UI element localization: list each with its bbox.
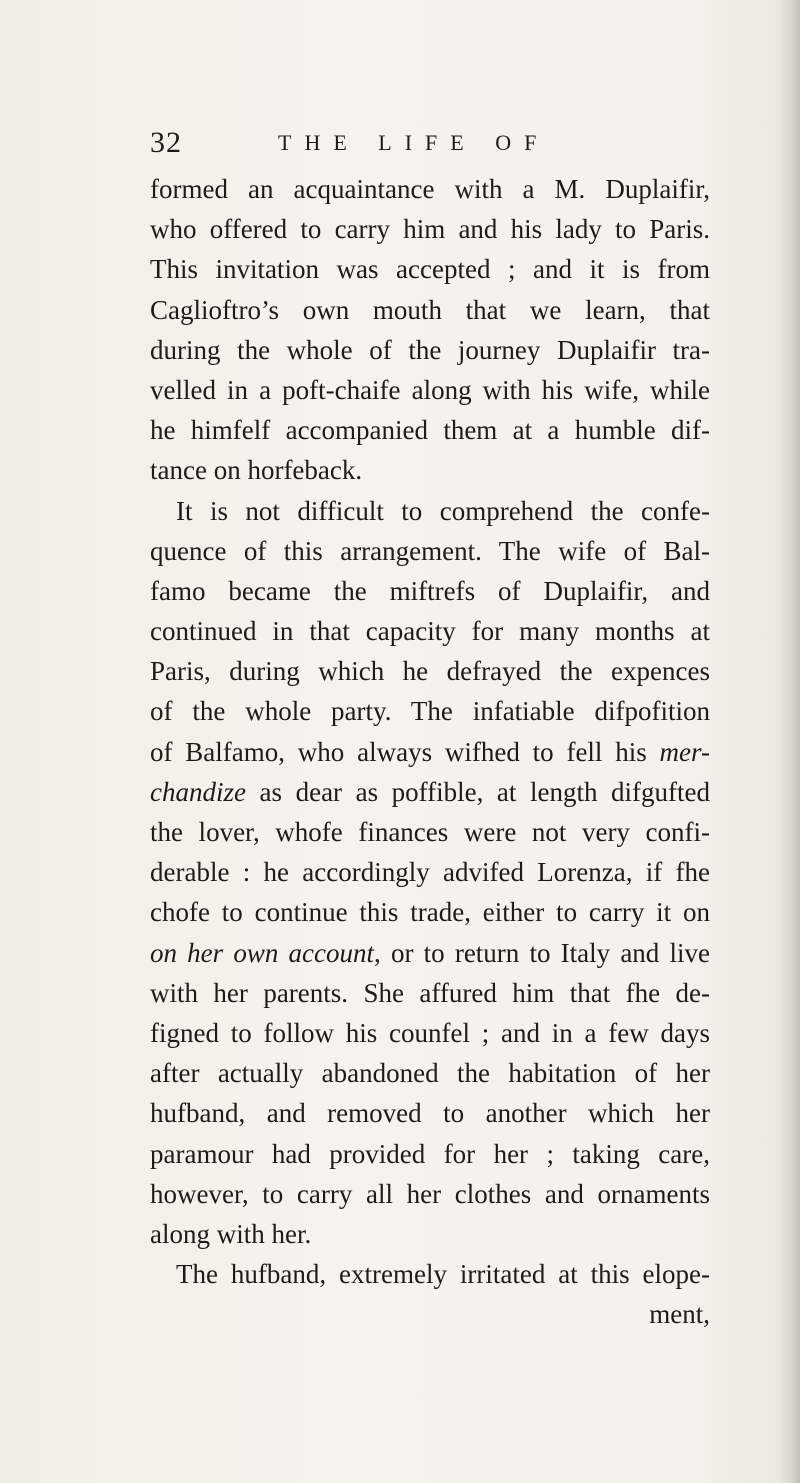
text-line: who offered to carry him and his lady to Paris. bbox=[150, 214, 710, 245]
text-line: continued in that capacity for many months at bbox=[150, 616, 710, 647]
text-line: of Balfamo, who always wifhed to fell his mer- bbox=[150, 736, 710, 767]
text-line: quence of this arrangement. The wife of Bal- bbox=[150, 535, 710, 566]
text-line: during the whole of the journey Duplaifir tra- bbox=[150, 334, 710, 365]
page-header bbox=[150, 122, 670, 166]
italic-word: mer- bbox=[659, 736, 710, 767]
text-line: along with her. bbox=[150, 1218, 312, 1249]
text-line: of the whole party. The infatiable difpofition bbox=[150, 696, 710, 727]
running-title: THE LIFE OF bbox=[278, 130, 550, 155]
text-line: velled in a poft-chaife along with his wife, while bbox=[150, 374, 710, 405]
page-edge-shadow bbox=[778, 0, 800, 1483]
text-line: hufband, and removed to another which her bbox=[150, 1098, 710, 1129]
text-line: famo became the miftrefs of Duplaifir, and bbox=[150, 575, 710, 606]
text-line: however, to carry all her clothes and ornaments bbox=[150, 1178, 710, 1209]
text-line: derable : he accordingly advifed Lorenza, if fhe bbox=[150, 857, 710, 888]
text-line: This invitation was accepted ; and it is from bbox=[150, 254, 710, 285]
body-text bbox=[150, 169, 710, 1334]
text-line: the lover, whofe finances were not very confi- bbox=[150, 817, 710, 847]
text-line: chandize as dear as poffible, at length difgufted bbox=[150, 776, 710, 807]
text-line: Paris, during which he defrayed the expences bbox=[150, 656, 710, 687]
text-line: figned to follow his counfel ; and in a few days bbox=[150, 1017, 710, 1048]
text-line: It is not difficult to comprehend the confe- bbox=[176, 495, 710, 526]
text-line: formed an acquaintance with a M. Duplaifir, bbox=[150, 174, 710, 204]
page-number: 32 bbox=[150, 126, 182, 159]
text-line: paramour had provided for her ; taking care, bbox=[150, 1138, 710, 1169]
italic-word: chandize bbox=[150, 776, 246, 807]
text-line: after actually abandoned the habitation of her bbox=[150, 1058, 710, 1089]
catchword: ment, bbox=[649, 1299, 710, 1330]
text-line: with her parents. She affured him that fhe de- bbox=[150, 977, 710, 1008]
text-line: he himfelf accompanied them at a humble dif- bbox=[150, 415, 710, 446]
text-line: The hufband, extremely irritated at this elope- bbox=[176, 1259, 710, 1290]
text-line: chofe to continue this trade, either to carry it on bbox=[150, 897, 710, 928]
text-line: tance on horfeback. bbox=[150, 455, 363, 486]
text-line: Caglioftro’s own mouth that we learn, that bbox=[150, 294, 710, 325]
italic-phrase: on her own account bbox=[150, 937, 375, 968]
text-line: on her own account, or to return to Italy and live bbox=[150, 937, 710, 968]
